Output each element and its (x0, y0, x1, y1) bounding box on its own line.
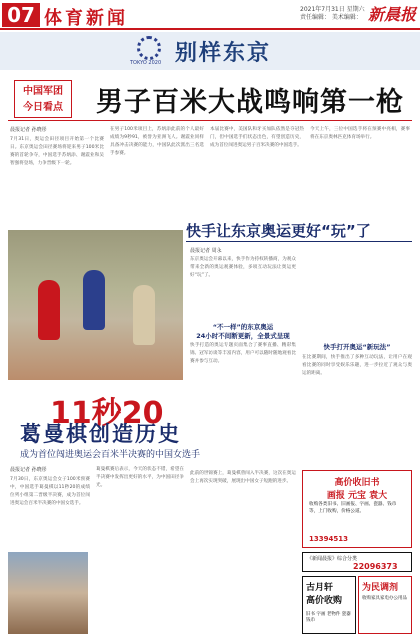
kuaishou-headline: 快手让东京奥运更好“玩”了 (186, 222, 371, 240)
feature-headline: 葛曼棋创造历史 (20, 422, 181, 446)
sec2-column-2: 快手打造的奥运专题页面集合了赛事直播、精彩集锦、冠军访谈等丰富内容，用户可以随时随地观看比赛并参与互动。 (190, 343, 296, 364)
sprinter-photo (8, 230, 183, 380)
page-number: 07 (2, 3, 40, 27)
feature-column-1: 7月30日，东京奥运会女子100米预赛中，中国选手葛曼棋以11秒20的成绩位列小组第二晋级半决赛，成为首位闯进奥运会百米半决赛的中国女选手。 (10, 477, 90, 506)
feature-column-3: 此前的世锦赛上，葛曼棋曾闯入半决赛，这次在奥运会上再次实现突破，展现出中国女子短跑的进步。 (190, 471, 296, 484)
sec2-subhead-2: 快手打开奥运“新玩法” (323, 343, 391, 351)
divider (8, 120, 412, 121)
divider (186, 241, 412, 242)
sec2-subhead-1: “不一样”的东京奥运 24小时不间断更新，全景式呈现 (196, 323, 290, 340)
lead-column-4: 今天上午，三位中国选手将在预赛中亮相，赛事将在东京奥林匹克体育场举行。 (310, 127, 410, 140)
classified-ad-guyuexuan: 古月轩 高价收购 旧书 字画 老物件 瓷器 钱币 (302, 576, 356, 634)
athlete-figure (83, 270, 105, 330)
tokyo-label: TOKYO 2020 (130, 60, 162, 66)
feature-subheadline: 成为首位闯进奥运会百米半决赛的中国女选手 (20, 450, 201, 460)
page-header (0, 0, 420, 30)
classified-ad-books: 高价收旧书 画报 元宝 袁大 收购各类旧书、旧画报、字画、瓷器、钱币等，上门收购，价格公道。 13394513 (302, 470, 412, 548)
athlete-figure (133, 285, 155, 345)
sec2-column-4: 在比赛期间，快手推出了多种互动玩法，让用户在观看比赛的同时享受娱乐乐趣，进一步拉近了观众与奥运的距离。 (302, 355, 412, 376)
banner-title: 别样东京 (175, 40, 272, 66)
classified-ad-weimin: 为民调剂 收购家具家电办公用品 (358, 576, 412, 634)
sec2-column-3 (302, 247, 412, 337)
lead-headline: 男子百米大战鸣响第一枪 (96, 87, 404, 118)
classified-strip: 《新闻晨报》综合分类 22096373 (302, 552, 412, 572)
issue-date: 2021年7月31日 星期六 责任编辑： 美术编辑： (300, 6, 365, 21)
feature-byline: 晨报记者 孙晓彤 (10, 467, 47, 473)
lead-byline: 晨报记者 孙晓彤 (10, 127, 47, 133)
athlete-figure (38, 280, 60, 340)
lead-column-2: 在男子100米项目上，苏炳添此前的个人最好成绩为9秒91，被誉为亚洲飞人。谢震业同样具备冲击决赛的能力，中国队此次派出三名选手参赛。 (110, 127, 204, 156)
lead-column-3: 本届比赛中，美国队和牙买加队依然是夺冠热门，但中国选手们状态出色，有望创造历史，成为首位闯进奥运男子百米决赛的中国选手。 (210, 127, 304, 148)
section-stamp: 中国军团 今日看点 (14, 80, 72, 118)
feature-column-2: 葛曼棋赛后表示，今天的状态不错，希望在半决赛中发挥出更好的水平，为中国田径争光。 (96, 467, 184, 488)
lead-column-1: 7月31日，奥运会田径项目开始第一个比赛日。东京奥运会田径赛场将迎来男子100米比赛的首轮争夺，中国选手苏炳添、谢震业和吴智强将登场，力争晋级下一轮。 (10, 137, 104, 166)
ge-manqi-photo (8, 552, 88, 634)
section-title: 体育新闻 (44, 8, 128, 29)
newspaper-logo: 新晨报 (368, 5, 417, 24)
sec2-byline: 晨报记者 周永 (190, 248, 222, 254)
tokyo-olympic-emblem-icon (137, 36, 161, 60)
feature-score: 11秒20 (50, 396, 164, 431)
sec2-column-1: 东京奥运会开幕以来，快手作为持权转播商，为观众带来全新的奥运观赛体验，多项互动玩法让奥运更好“玩”了。 (190, 257, 296, 278)
